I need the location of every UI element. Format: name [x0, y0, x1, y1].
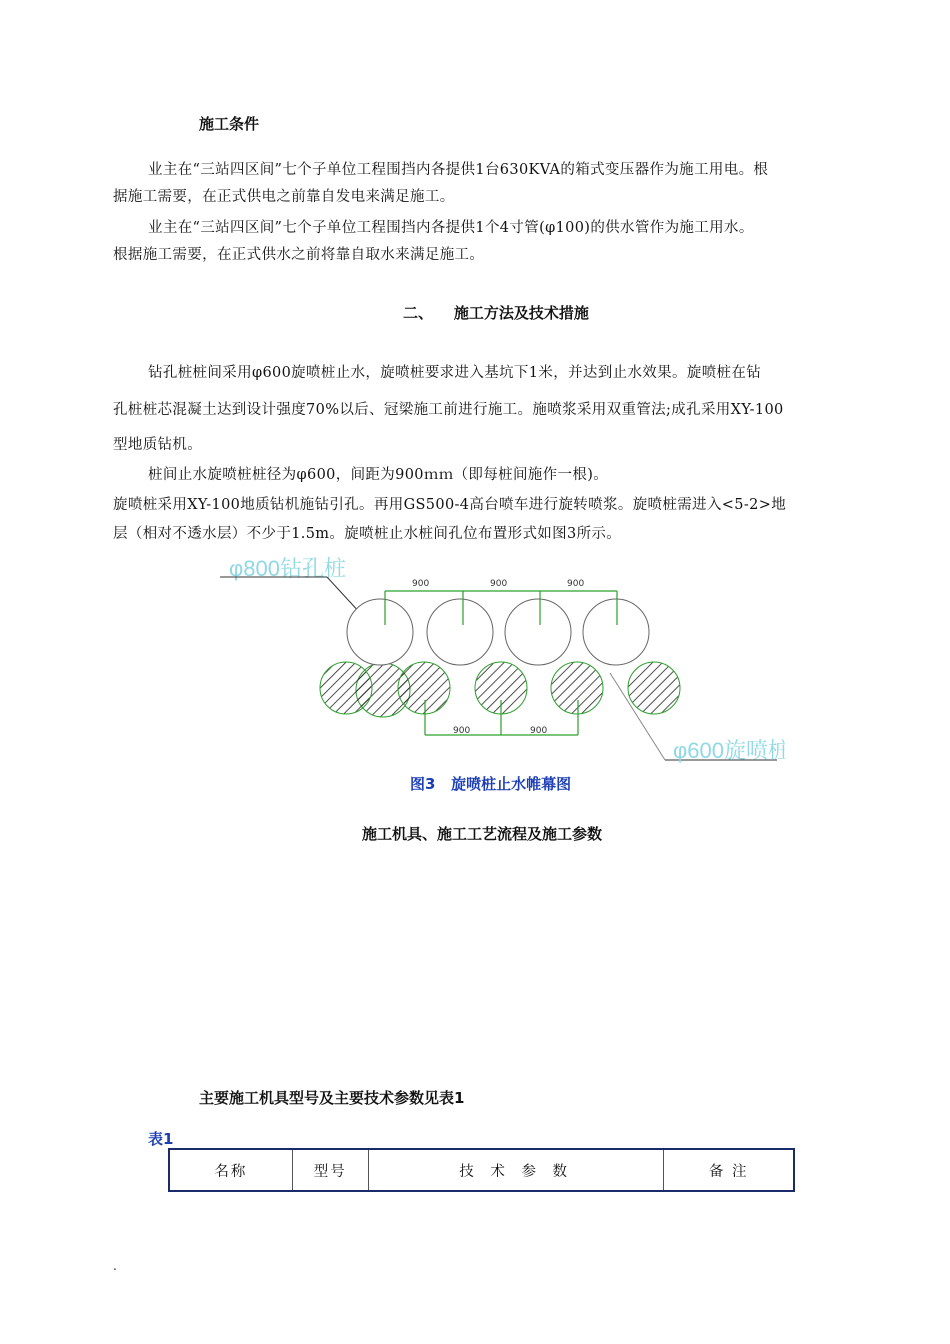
paragraph-method-line1: 钻孔桩桩间采用φ600旋喷桩止水，旋喷桩要求进入基坑下1米，并达到止水效果。旋喷桩在钻: [148, 365, 762, 381]
paragraph-method-line6: 层（相对不透水层）不少于1.5m。旋喷桩止水桩间孔位布置形式如图3所示。: [113, 526, 622, 542]
jet-grout-pile: [628, 662, 680, 714]
heading-table-intro: 主要施工机具型号及主要技术参数见表1: [199, 1089, 465, 1107]
paragraph-power-line2: 据施工需要，在正式供电之前靠自发电来满足施工。: [113, 189, 455, 205]
dimension-label: 900: [490, 579, 508, 589]
paragraph-method-line2: 孔桩桩芯混凝土达到设计强度70%以后、冠梁施工前进行施工。施喷浆采用双重管法;成孔采用XY-100: [113, 402, 784, 418]
jet-grout-pile: [551, 662, 603, 714]
dimension-label: 900: [567, 579, 585, 589]
paragraph-method-line5: 旋喷桩采用XY-100地质钻机施钻引孔。再用GS500-4高台喷车进行旋转喷浆。旋喷桩需进入<5-2>地: [113, 497, 787, 513]
dimension-label: 900: [412, 579, 430, 589]
heading-construction-conditions: 施工条件: [199, 115, 260, 133]
heading-construction-methods: 二、 施工方法及技术措施: [403, 304, 589, 322]
bored-pile: [347, 599, 413, 665]
table-header-params: 技 术 参 数: [368, 1149, 664, 1191]
label-jet-grout-pile: φ600旋喷桩: [673, 738, 785, 763]
paragraph-method-line4: 桩间止水旋喷桩桩径为φ600，间距为900ｍｍ（即每桩间施作一根)。: [148, 467, 609, 483]
jet-grout-pile: [320, 662, 372, 714]
label-bored-pile: φ800钻孔桩: [229, 556, 346, 581]
table-header-name: 名称: [169, 1149, 292, 1191]
bored-pile: [583, 599, 649, 665]
table-header-row: [169, 1149, 794, 1191]
figure-jet-grout-curtain: [215, 555, 785, 770]
jet-grout-pile: [398, 662, 450, 714]
footer-mark: .: [113, 1259, 117, 1273]
table-label: 表1: [148, 1130, 174, 1148]
figure-caption: 图3 旋喷桩止水帷幕图: [410, 775, 572, 793]
figure-svg: [215, 555, 785, 770]
heading-machines-process: 施工机具、施工工艺流程及施工参数: [362, 825, 603, 843]
bored-pile: [505, 599, 571, 665]
bored-pile: [427, 599, 493, 665]
dimension-label: 900: [530, 726, 548, 736]
dimension-label: 900: [453, 726, 471, 736]
paragraph-power-line1: 业主在“三站四区间”七个子单位工程围挡内各提供1台630KVA的箱式变压器作为施工用电。根: [148, 162, 769, 178]
machine-spec-table: [168, 1148, 795, 1192]
paragraph-water-line1: 业主在“三站四区间”七个子单位工程围挡内各提供1个4寸管(φ100)的供水管作为施工用水。: [148, 220, 754, 236]
paragraph-water-line2: 根据施工需要，在正式供水之前将靠自取水来满足施工。: [113, 247, 485, 263]
paragraph-method-line3: 型地质钻机。: [113, 437, 203, 453]
table-header-model: 型号: [292, 1149, 368, 1191]
table-header-remarks: 备 注: [664, 1149, 794, 1191]
